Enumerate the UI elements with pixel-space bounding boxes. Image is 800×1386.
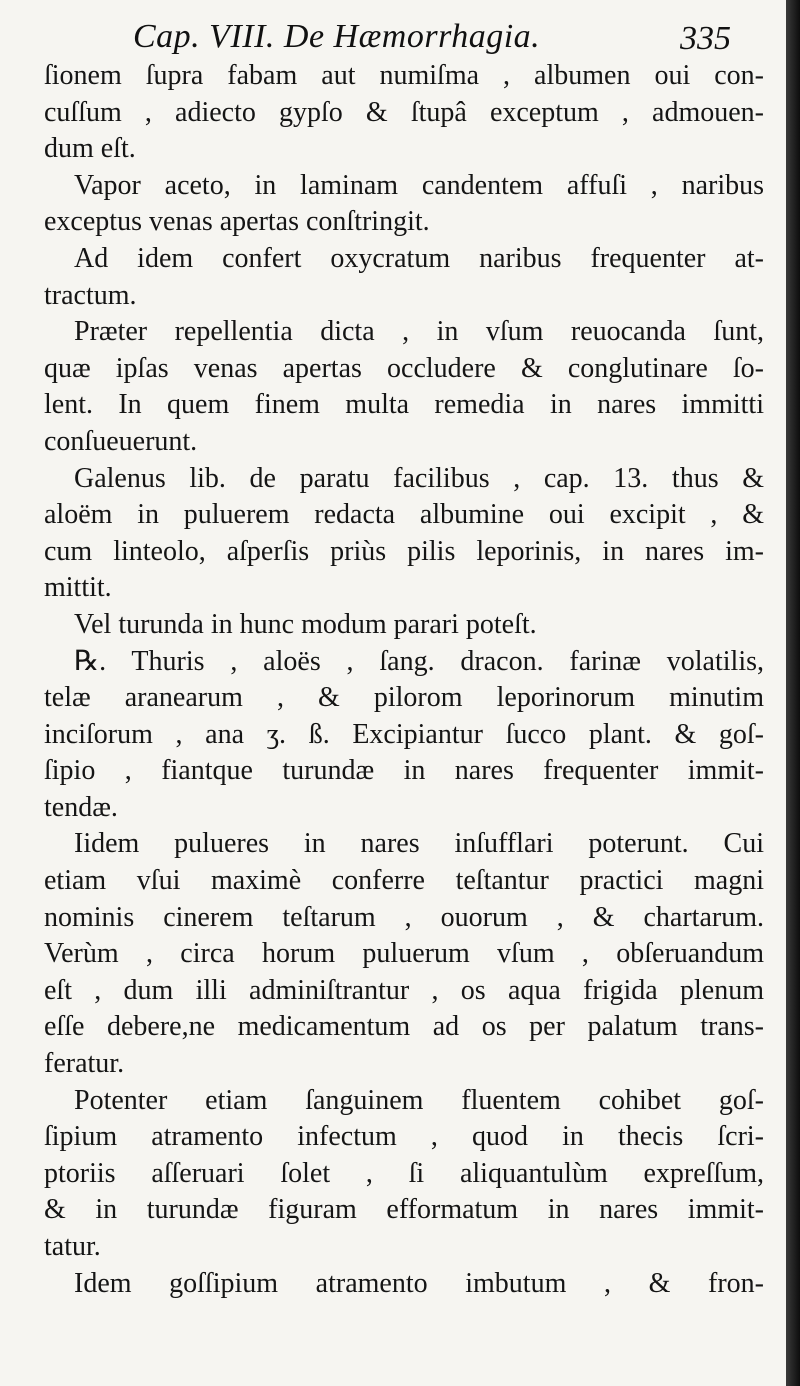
text-line: ſipium atramento infectum , quod in thecis ſcri- bbox=[44, 1121, 764, 1153]
text-line: Galenus lib. de paratu facilibus , cap. 13. thus & bbox=[74, 462, 764, 494]
text-line: Vapor aceto, in laminam candentem affuſi , naribus bbox=[74, 169, 764, 201]
text-line: cum linteolo, aſperſis priùs pilis leporinis, in nares im- bbox=[44, 535, 764, 567]
text-line: tendæ. bbox=[44, 791, 118, 823]
text-line: ℞. Thuris , aloës , ſang. dracon. farinæ volatilis, bbox=[74, 645, 764, 677]
text-line: etiam vſui maximè conferre teſtantur practici magni bbox=[44, 865, 764, 897]
text-line: quæ ipſas venas apertas occludere & conglutinare ſo- bbox=[44, 352, 764, 384]
page-number: 335 bbox=[680, 20, 731, 57]
text-line: conſueuerunt. bbox=[44, 425, 198, 457]
text-line: tatur. bbox=[44, 1231, 101, 1262]
text-line: & in turundæ figuram efformatum in nares immit- bbox=[44, 1194, 764, 1226]
text-line: lent. In quem finem multa remedia in nares immitti bbox=[44, 389, 764, 421]
text-line: eſt , dum illi adminiſtrantur , os aqua frigida plenum bbox=[44, 974, 764, 1006]
text-line: Verùm , circa horum puluerum vſum , obſeruandum bbox=[44, 938, 764, 970]
text-line: telæ aranearum , & pilorom leporinorum minutim bbox=[44, 682, 764, 714]
text-line: Iidem pulueres in nares inſufflari poterunt. Cui bbox=[74, 828, 764, 860]
text-line: exceptus venas apertas conſtringit. bbox=[44, 206, 430, 238]
text-line: ſionem ſupra fabam aut numiſma , albumen oui con- bbox=[44, 60, 764, 91]
text-line: ptoriis aſſeruari ſolet , ſi aliquantulùm expreſſum, bbox=[44, 1157, 764, 1189]
text-line: mittit. bbox=[44, 572, 112, 604]
text-line: inciſorum , ana ʒ. ß. Excipiantur ſucco plant. & goſ- bbox=[44, 718, 764, 750]
text-line: cuſſum , adiecto gypſo & ſtupâ exceptum , admouen- bbox=[44, 96, 764, 128]
text-line: Potenter etiam ſanguinem fluentem cohibet goſ- bbox=[74, 1084, 764, 1116]
text-line: Idem goſſipium atramento imbutum , & fron- bbox=[74, 1267, 764, 1299]
text-line: dum eſt. bbox=[44, 133, 136, 165]
text-line: aloëm in puluerem redacta albumine oui excipit , & bbox=[44, 499, 764, 531]
text-line: Vel turunda in hunc modum parari poteſt. bbox=[74, 608, 537, 640]
text-line: tractum. bbox=[44, 279, 137, 311]
text-line: feratur. bbox=[44, 1048, 125, 1080]
text-line: nominis cinerem teſtarum , ouorum , & chartarum. bbox=[44, 901, 764, 933]
text-line: ſipio , fiantque turundæ in nares frequenter immit- bbox=[44, 755, 764, 787]
body-text bbox=[44, 58, 764, 1302]
text-line: Ad idem confert oxycratum naribus frequenter at- bbox=[74, 242, 764, 274]
page-edge-shadow bbox=[786, 0, 800, 1386]
text-line: eſſe debere,ne medicamentum ad os per palatum trans- bbox=[44, 1011, 764, 1043]
text-line: Præter repellentia dicta , in vſum reuocanda ſunt, bbox=[74, 316, 764, 348]
running-head: Cap. VIII. De Hæmorrhagia. bbox=[133, 18, 541, 55]
